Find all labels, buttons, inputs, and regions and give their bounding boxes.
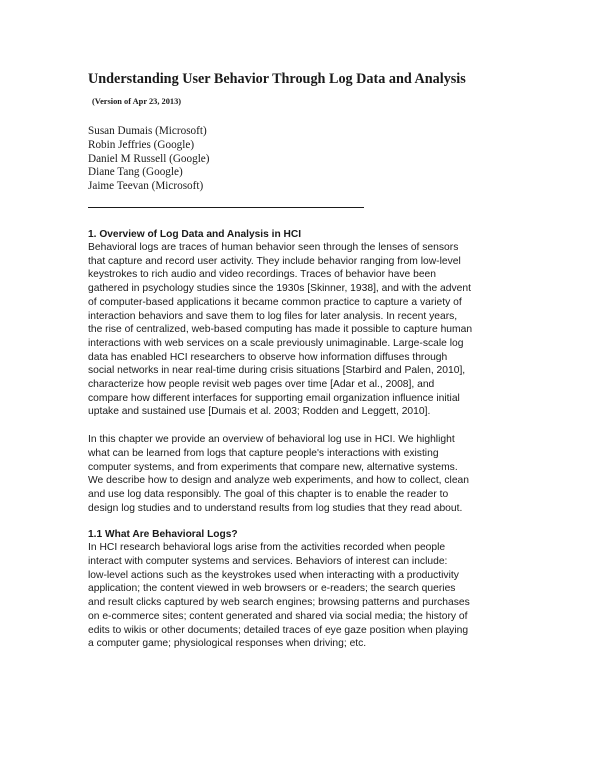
text-line: compare how different interfaces for supporting email organization influence initial: [88, 392, 460, 404]
text-line: low-level actions such as the keystrokes used when interacting with a productivity: [88, 569, 459, 581]
text-line: design log studies and to understand results from log studies that they read about.: [88, 502, 463, 514]
text-line: social networks in near real-time during crisis situations [Starbird and Palen, 2010],: [88, 365, 466, 377]
text-line: characterize how people revisit web pages over time [Adar et al., 2008], and: [88, 379, 435, 391]
text-line: the rise of centralized, web-based computing has made it possible to capture human: [88, 324, 473, 336]
text-line: uptake and sustained use [Dumais et al. 2003; Rodden and Leggett, 2010].: [88, 406, 431, 418]
text-line: keystrokes to rich audio and video recordings. Traces of behavior have been: [88, 269, 437, 281]
text-line: and use log data responsibly. The goal of this chapter is to enable the reader to: [88, 488, 449, 500]
author: Jaime Teevan (Microsoft): [88, 180, 204, 193]
separator-rule: [88, 207, 364, 208]
text-line: In this chapter we provide an overview of behavioral log use in HCI. We highlight: [88, 434, 455, 446]
text-line: a computer game; physiological responses when driving; etc.: [88, 638, 367, 650]
author: Susan Dumais (Microsoft): [88, 125, 207, 137]
section-heading: 1. Overview of Log Data and Analysis in HCI: [88, 228, 302, 240]
text-line: on e-commerce sites; content generated and shared via social media; the history of: [88, 610, 468, 622]
author: Daniel M Russell (Google): [88, 152, 210, 165]
section-paragraph: [88, 541, 520, 651]
text-line: computer systems, and from experiments that compare new, alternative systems.: [88, 461, 458, 473]
author-list: [88, 125, 520, 194]
text-line: what can be learned from logs that capture people's interactions with existing: [88, 447, 439, 459]
section-paragraph: [88, 241, 520, 419]
text-line: We describe how to design and analyze web experiments, and how to collect, clean: [88, 475, 470, 487]
paper-title: Understanding User Behavior Through Log Data and Analysis: [88, 71, 466, 87]
text-line: interaction behaviors and save them to log files for later analysis. In recent years,: [88, 310, 458, 322]
text-line: interactions with web services on a scale previously unimaginable. Large-scale log: [88, 337, 464, 349]
version-note: (Version of Apr 23, 2013): [92, 97, 182, 106]
text-line: interact with computer systems and services. Behaviors of interest can include:: [88, 556, 448, 568]
text-line: of computer-based applications it became common practice to capture a variety of: [88, 296, 462, 308]
paper-page: [88, 70, 520, 651]
text-line: gathered in psychology studies since the 1930s [Skinner, 1938], and with the advent: [88, 283, 471, 295]
text-line: In HCI research behavioral logs arise from the activities recorded when people: [88, 542, 446, 554]
text-line: data has enabled HCI researchers to observe how information diffuses through: [88, 351, 448, 363]
section-paragraph: [88, 433, 520, 515]
text-line: edits to wikis or other documents; detailed traces of eye gaze position when playing: [88, 624, 469, 636]
text-line: and result clicks captured by web search engines; browsing patterns and purchases: [88, 597, 470, 609]
text-line: that capture and record user activity. They include behavior ranging from low-level: [88, 255, 461, 267]
subsection-heading: 1.1 What Are Behavioral Logs?: [88, 529, 238, 541]
text-line: Behavioral logs are traces of human behavior seen through the lenses of sensors: [88, 241, 459, 253]
author: Robin Jeffries (Google): [88, 138, 195, 151]
author: Diane Tang (Google): [88, 166, 183, 179]
text-line: application; the content viewed in web browsers or e-readers; the search queries: [88, 583, 456, 595]
